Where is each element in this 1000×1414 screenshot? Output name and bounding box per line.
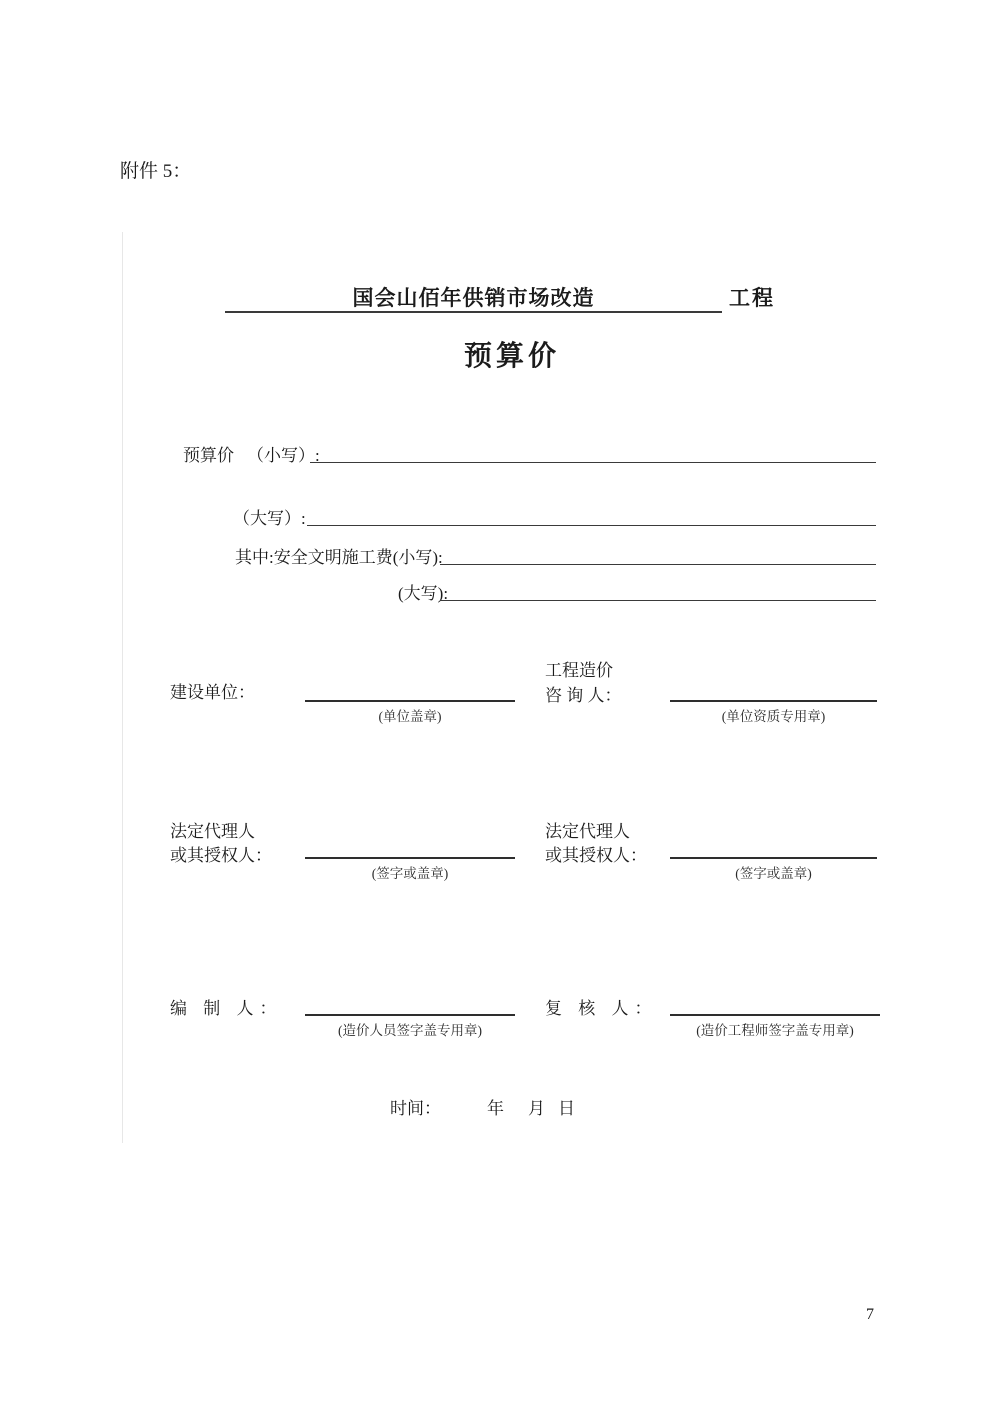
reviewer-sign-line bbox=[670, 1014, 880, 1016]
page-number: 7 bbox=[866, 1306, 874, 1323]
legal-rep-left-label-line1: 法定代理人 bbox=[170, 822, 255, 841]
year-label: 年 bbox=[487, 1099, 504, 1118]
budget-lowercase-label: （小写）: bbox=[247, 446, 320, 465]
document-title: 预算价 bbox=[463, 341, 560, 372]
safety-fee-uppercase-blank-line bbox=[440, 600, 876, 601]
cost-consultant-label-line1: 工程造价 bbox=[545, 661, 613, 680]
attachment-label: 附件 5： bbox=[120, 161, 192, 182]
reviewer-label: 复 核 人： bbox=[545, 999, 658, 1018]
project-type-suffix: 工程 bbox=[729, 286, 775, 310]
budget-uppercase-blank-line bbox=[307, 525, 876, 526]
legal-rep-right-caption: (签字或盖章) bbox=[735, 866, 812, 881]
legal-rep-right-label-line2: 或其授权人： bbox=[545, 846, 647, 865]
legal-rep-right-label-line1: 法定代理人 bbox=[545, 822, 630, 841]
project-name-underline bbox=[225, 311, 722, 313]
legal-rep-right-sign-line bbox=[670, 857, 877, 859]
construction-unit-caption: (单位盖章) bbox=[378, 709, 442, 724]
day-label: 日 bbox=[558, 1099, 575, 1118]
cost-consultant-sign-line bbox=[670, 700, 877, 702]
cost-consultant-caption: (单位资质专用章) bbox=[721, 709, 826, 724]
safety-fee-label: 其中:安全文明施工费(小写): bbox=[235, 548, 443, 567]
safety-fee-lowercase-blank-line bbox=[440, 564, 876, 565]
preparer-label: 编 制 人： bbox=[170, 999, 283, 1018]
legal-rep-left-label-line2: 或其授权人： bbox=[170, 846, 272, 865]
safety-fee-uppercase-label: (大写): bbox=[398, 584, 449, 603]
reviewer-caption: (造价工程师签字盖专用章) bbox=[696, 1023, 854, 1038]
budget-lowercase-blank-line bbox=[310, 462, 876, 463]
date-label: 时间： bbox=[390, 1099, 441, 1118]
cost-consultant-label-line2: 咨 询 人： bbox=[545, 686, 622, 705]
preparer-caption: (造价人员签字盖专用章) bbox=[338, 1023, 482, 1038]
construction-unit-sign-line bbox=[305, 700, 515, 702]
preparer-sign-line bbox=[305, 1014, 515, 1016]
legal-rep-left-sign-line bbox=[305, 857, 515, 859]
month-label: 月 bbox=[528, 1099, 545, 1118]
legal-rep-left-caption: (签字或盖章) bbox=[371, 866, 449, 881]
budget-price-label: 预算价 bbox=[183, 446, 234, 465]
budget-uppercase-label: （大写）: bbox=[233, 509, 306, 528]
project-name: 国会山佰年供销市场改造 bbox=[352, 286, 595, 310]
construction-unit-label: 建设单位： bbox=[170, 683, 255, 702]
